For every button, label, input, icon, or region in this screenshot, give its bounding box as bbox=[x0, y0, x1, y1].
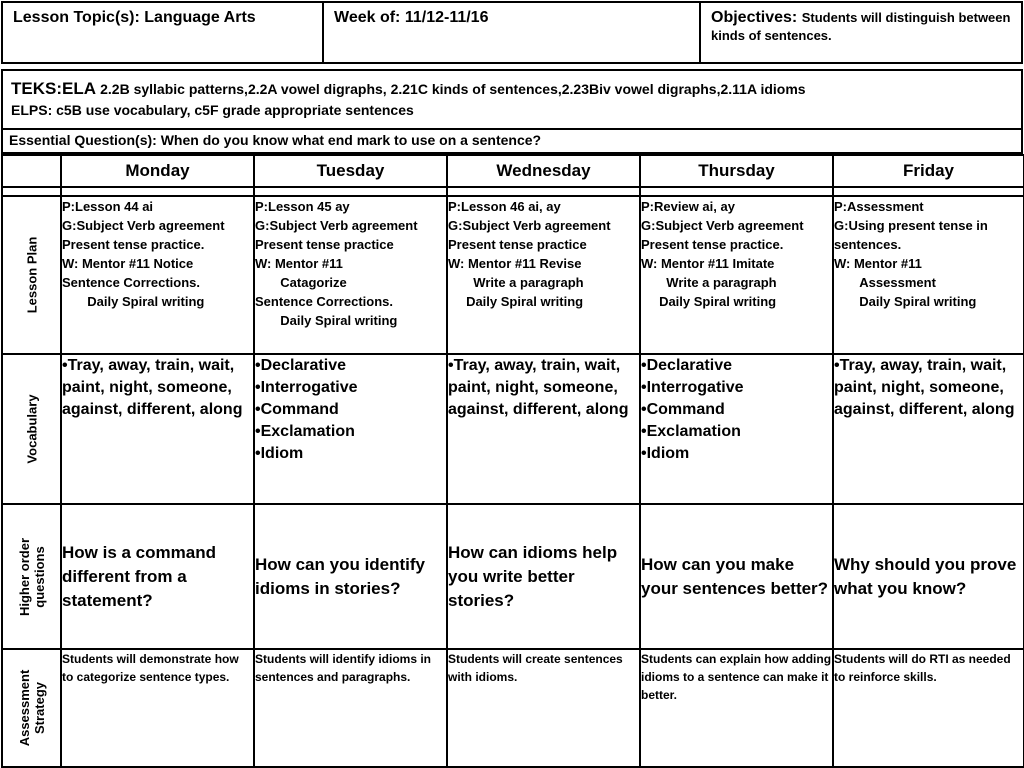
day-tuesday: Tuesday bbox=[254, 155, 447, 187]
lesson-plan-tuesday: P:Lesson 45 ay G:Subject Verb agreement Present tense practice W: Mentor #11 Catagorize Sentence Corrections. Daily Spiral writing bbox=[254, 196, 447, 354]
vocab-item: •Idiom bbox=[255, 445, 304, 462]
hoq-friday: Why should you prove what you know? bbox=[833, 504, 1024, 649]
assessment-row bbox=[2, 649, 1024, 767]
hoq-wednesday: How can idioms help you write better stories? bbox=[447, 504, 640, 649]
teks-text: 2.2B syllabic patterns,2.2A vowel digraphs, 2.21C kinds of sentences,2.23Biv vowel digraphs,2.11A idioms bbox=[100, 81, 806, 97]
day-header-row bbox=[2, 155, 1024, 187]
vocab-item: •Command bbox=[641, 401, 725, 418]
vocab-item: •Command bbox=[255, 401, 339, 418]
vocab-item: •Tray, away, train, wait, paint, night, someone, against, different, along bbox=[62, 357, 243, 418]
vocabulary-wednesday bbox=[447, 354, 640, 504]
day-wednesday: Wednesday bbox=[447, 155, 640, 187]
vocab-item: •Exclamation bbox=[641, 423, 741, 440]
spacer-row bbox=[2, 187, 1024, 196]
week-cell bbox=[322, 1, 701, 64]
lesson-plan-friday: P:Assessment G:Using present tense in sentences. W: Mentor #11 Assessment Daily Spiral writing bbox=[833, 196, 1024, 354]
vocab-item: •Exclamation bbox=[255, 423, 355, 440]
row-label-vocabulary: Vocabulary bbox=[2, 354, 61, 504]
essential-question-text: Essential Question(s): When do you know what end mark to use on a sentence? bbox=[9, 132, 542, 148]
objectives-label: Objectives: bbox=[711, 9, 798, 26]
corner-cell bbox=[2, 155, 61, 187]
vocabulary-tuesday bbox=[254, 354, 447, 504]
row-label-higher-order: Higher order questions bbox=[2, 504, 61, 649]
lesson-grid bbox=[1, 154, 1024, 768]
assessment-thursday: Students can explain how adding idioms to a sentence can make it better. bbox=[640, 649, 833, 767]
lesson-topic: Lesson Topic(s): Language Arts bbox=[13, 9, 256, 26]
vocab-item: •Tray, away, train, wait, paint, night, someone, against, different, along bbox=[448, 357, 629, 418]
lesson-plan-monday: P:Lesson 44 ai G:Subject Verb agreement Present tense practice. W: Mentor #11 Notice Sentence Corrections. Daily Spiral writing bbox=[61, 196, 254, 354]
assessment-friday: Students will do RTI as needed to reinforce skills. bbox=[833, 649, 1024, 767]
assessment-monday: Students will demonstrate how to categorize sentence types. bbox=[61, 649, 254, 767]
day-friday: Friday bbox=[833, 155, 1024, 187]
vocab-item: •Interrogative bbox=[255, 379, 358, 396]
hoq-monday: How is a command different from a statement? bbox=[61, 504, 254, 649]
assessment-tuesday: Students will identify idioms in sentences and paragraphs. bbox=[254, 649, 447, 767]
lesson-plan-row bbox=[2, 196, 1024, 354]
row-label-lesson-plan: Lesson Plan bbox=[2, 196, 61, 354]
hoq-tuesday: How can you identify idioms in stories? bbox=[254, 504, 447, 649]
vocabulary-monday bbox=[61, 354, 254, 504]
teks-label: TEKS:ELA bbox=[11, 79, 96, 98]
lesson-plan-thursday: P:Review ai, ay G:Subject Verb agreement Present tense practice. W: Mentor #11 Imitate Write a paragraph Daily Spiral writing bbox=[640, 196, 833, 354]
teks-line bbox=[3, 77, 1021, 101]
vocab-item: •Interrogative bbox=[641, 379, 744, 396]
week-of: Week of: 11/12-11/16 bbox=[334, 9, 489, 26]
objectives-cell bbox=[699, 1, 1023, 64]
lesson-plan-wednesday: P:Lesson 46 ai, ay G:Subject Verb agreement Present tense practice W: Mentor #11 Revise Write a paragraph Daily Spiral writing bbox=[447, 196, 640, 354]
vocab-item: •Tray, away, train, wait, paint, night, someone, against, different, along bbox=[834, 357, 1015, 418]
objectives-text: Students will distinguish between kinds of sentences. bbox=[711, 10, 1011, 43]
elps-line: ELPS: c5B use vocabulary, c5F grade appropriate sentences bbox=[11, 102, 414, 118]
vocabulary-thursday bbox=[640, 354, 833, 504]
day-thursday: Thursday bbox=[640, 155, 833, 187]
row-label-assessment: Assessment Strategy bbox=[2, 649, 61, 767]
day-monday: Monday bbox=[61, 155, 254, 187]
vocabulary-row bbox=[2, 354, 1024, 504]
essential-question bbox=[1, 128, 1023, 152]
higher-order-row bbox=[2, 504, 1024, 649]
hoq-thursday: How can you make your sentences better? bbox=[640, 504, 833, 649]
vocab-item: •Declarative bbox=[641, 357, 732, 374]
vocab-item: •Declarative bbox=[255, 357, 346, 374]
lesson-topic-cell bbox=[1, 1, 324, 64]
vocab-item: •Idiom bbox=[641, 445, 690, 462]
vocabulary-friday bbox=[833, 354, 1024, 504]
assessment-wednesday: Students will create sentences with idioms. bbox=[447, 649, 640, 767]
